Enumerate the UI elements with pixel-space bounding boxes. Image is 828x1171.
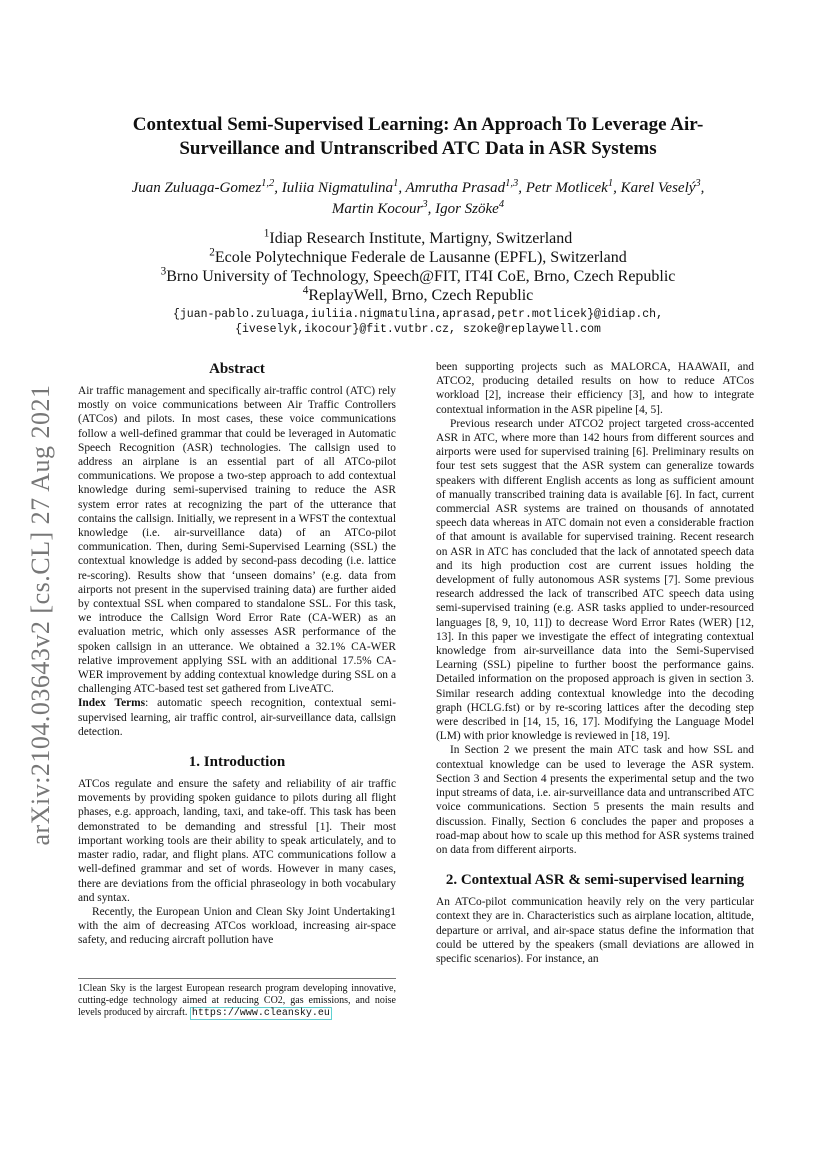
left-column [78, 360, 396, 948]
footnote [78, 978, 396, 1020]
affiliation-2: $^2$Ecole Polytechnique Federale de Lausanne (EPFL), Switzerland [209, 246, 627, 266]
section2-paragraph-1: An ATCo-pilot communication heavily rely on the very particular context they are in. Characteristics such as airplane location, altitude, departure or arrival, and air-space status define the information that could be uttered by the speakers (small deviations are allowed in specific scenarios). For instance, an [436, 896, 754, 965]
affiliation-3: $^3$Brno University of Technology, Speech@FIT, IT4I CoE, Brno, Czech Republic [160, 265, 676, 285]
affiliation-4: $^4$ReplayWell, Brno, Czech Republic [302, 284, 534, 304]
intro-paragraph-1: ATCos regulate and ensure the safety and reliability of air traffic movements by providing spoken guidance to pilots during all flight phases, e.g. approach, landing, taxi, and take-off. This task has been demonstrated to be demanding and stressful [1]. Their most important working tools are their ability to speak articulately, and to master radio, radar, and flight plans. ATC communications follow a well-defined grammar and set of words. However in many cases, there are deviations from the official phraseology in both vocabulary and syntax. [78, 778, 396, 904]
author-list: Juan Zuluaga-Gomez$^{1,2}$, Iuliia Nigmatulina$^1$, Amrutha Prasad$^{1,3}$, Petr Motlicek$^1$, Karel Veselý$^3$, Martin Kocour$^3$, Igor Szöke$^4$ [131, 178, 705, 217]
footnote-link[interactable]: https://www.cleansky.eu [191, 1008, 330, 1019]
intro-paragraph-3: been supporting projects such as MALORCA, HAAWAII, and ATCO2, producing detailed results on how to reduce ATCos workload [2], increase their efficiency [3], and how to integrate contextual information in the ASR pipeline [4, 5]. [436, 361, 754, 416]
affiliation-1: $^1$Idiap Research Institute, Martigny, Switzerland [263, 227, 573, 247]
index-terms-label: Index Terms [78, 697, 146, 710]
intro-paragraph-4: Previous research under ATCO2 project targeted cross-accented ASR in ATC, where more than 142 hours from different sources and airports were used for supervised training [6]. Preliminary results on four test sets suggest that the ASR system can generalize towards speakers with different English accents as long as sufficient amount of manually transcribed training data is available [6]. In fact, current commercial ASR systems are trained on thousands of annotated speech data whereas in ATC domain not even a considerable fraction of that amount is available for supervised training. Recent research on ASR in ATC has concluded that the lack of annotated speech data and its high production cost are current issues holding the development of fully autonomous ASR systems [7]. Some previous research addressed the lack of transcribed ATC speech data using semi-supervised training (e.g. ASR tasks applied to under-resourced languages [8, 9, 10, 11]) to decrease Word Error Rates (WER) [12, 13]. In this paper we investigate the effect of integrating contextual knowledge from air-surveillance data into the Semi-Supervised Learning (SSL) pipeline to further boost the performance gains. Detailed information on the proposed approach is given in section 3. Similar research adding contextual knowledge into the decoding graph (HCLG.fst) or by re-scoring lattices after the decoding step were described in [14, 15, 16, 17]. Modifying the Language Model (LM) with prior knowledge is reviewed in [18, 19]. [436, 417, 754, 743]
index-terms-text: : automatic speech recognition, contextual semi-supervised learning, air traffic control, air-surveillance data, callsign detection. [78, 697, 396, 738]
paper-title: Contextual Semi-Supervised Learning: An Approach To Leverage Air-Surveillance and Untranscribed ATC Data in ASR Systems [132, 114, 704, 159]
author-emails [80, 307, 756, 337]
email-line-2[interactable]: {iveselyk,ikocour}@fit.vutbr.cz, szoke@replaywell.com [235, 323, 601, 336]
abstract-heading: Abstract [209, 361, 265, 377]
intro-paragraph-2: Recently, the European Union and Clean Sky Joint Undertaking1 with the aim of decreasing ATCos workload, increasing air-space safety, and reducing aircraft pollution have [78, 905, 396, 947]
footnote-text: 1Clean Sky is the largest European research program developing innovative, cutting-edge technology aimed at reducing CO2, gas emissions, and noise levels produced by aircraft. [78, 983, 396, 1018]
arxiv-identifier: arXiv:2104.03643v2 [cs.CL] 27 Aug 2021 [26, 384, 55, 846]
right-column [436, 360, 754, 966]
index-terms [78, 696, 396, 739]
affiliations [80, 229, 756, 305]
intro-heading: 1. Introduction [188, 754, 286, 771]
arxiv-sidebar [16, 355, 66, 875]
email-line-1[interactable]: {juan-pablo.zuluaga,iuliia.nigmatulina,aprasad,petr.motlicek}@idiap.ch, [173, 308, 663, 321]
intro-paragraph-5: In Section 2 we present the main ATC task and how SSL and contextual knowledge can be used to leverage the ASR system. Section 3 and Section 4 presents the experimental setup and the two input streams of data, i.e. air-surveillance data and untranscribed ATC voice communications. Section 5 presents the main results and discussion. Finally, Section 6 concludes the paper and proposes a road-map about how to scale up this method for ASR systems trained on data from different airports. [436, 744, 754, 856]
abstract-text: Air traffic management and specifically air-traffic control (ATC) rely mostly on voice communications between Air Traffic Controllers (ATCos) and pilots. In most cases, these voice communications follow a well-defined grammar that could be leveraged in Automatic Speech Recognition (ASR) technologies. The callsign used to address an airplane is an essential part of all ATCo-pilot communications. We propose a two-step approach to add contextual knowledge during semi-supervised training to reduce the ASR system error rates at recognizing the part of the utterance that contains the callsign. Initially, we represent in a WFST the contextual knowledge (i.e. air-surveillance data) of an ATCo-pilot communication. Then, during Semi-Supervised Learning (SSL) the contextual knowledge is added by second-pass decoding (i.e. lattice re-scoring). Results show that ‘unseen domains’ (e.g. data from airports not present in the supervised training data) are further aided by contextual SSL when compared to standalone SSL. For this task, we introduce the Callsign Word Error Rate (CA-WER) as an evaluation metric, which only assesses ASR performance of the spoken callsign in an utterance. We obtained a 32.1% CA-WER relative improvement applying SSL with an additional 17.5% CA-WER improvement by adding contextual knowledge during SSL on a challenging ATC-based test set gathered from LiveATC. [78, 385, 396, 696]
section2-heading: 2. Contextual ASR & semi-supervised learning [445, 872, 745, 889]
